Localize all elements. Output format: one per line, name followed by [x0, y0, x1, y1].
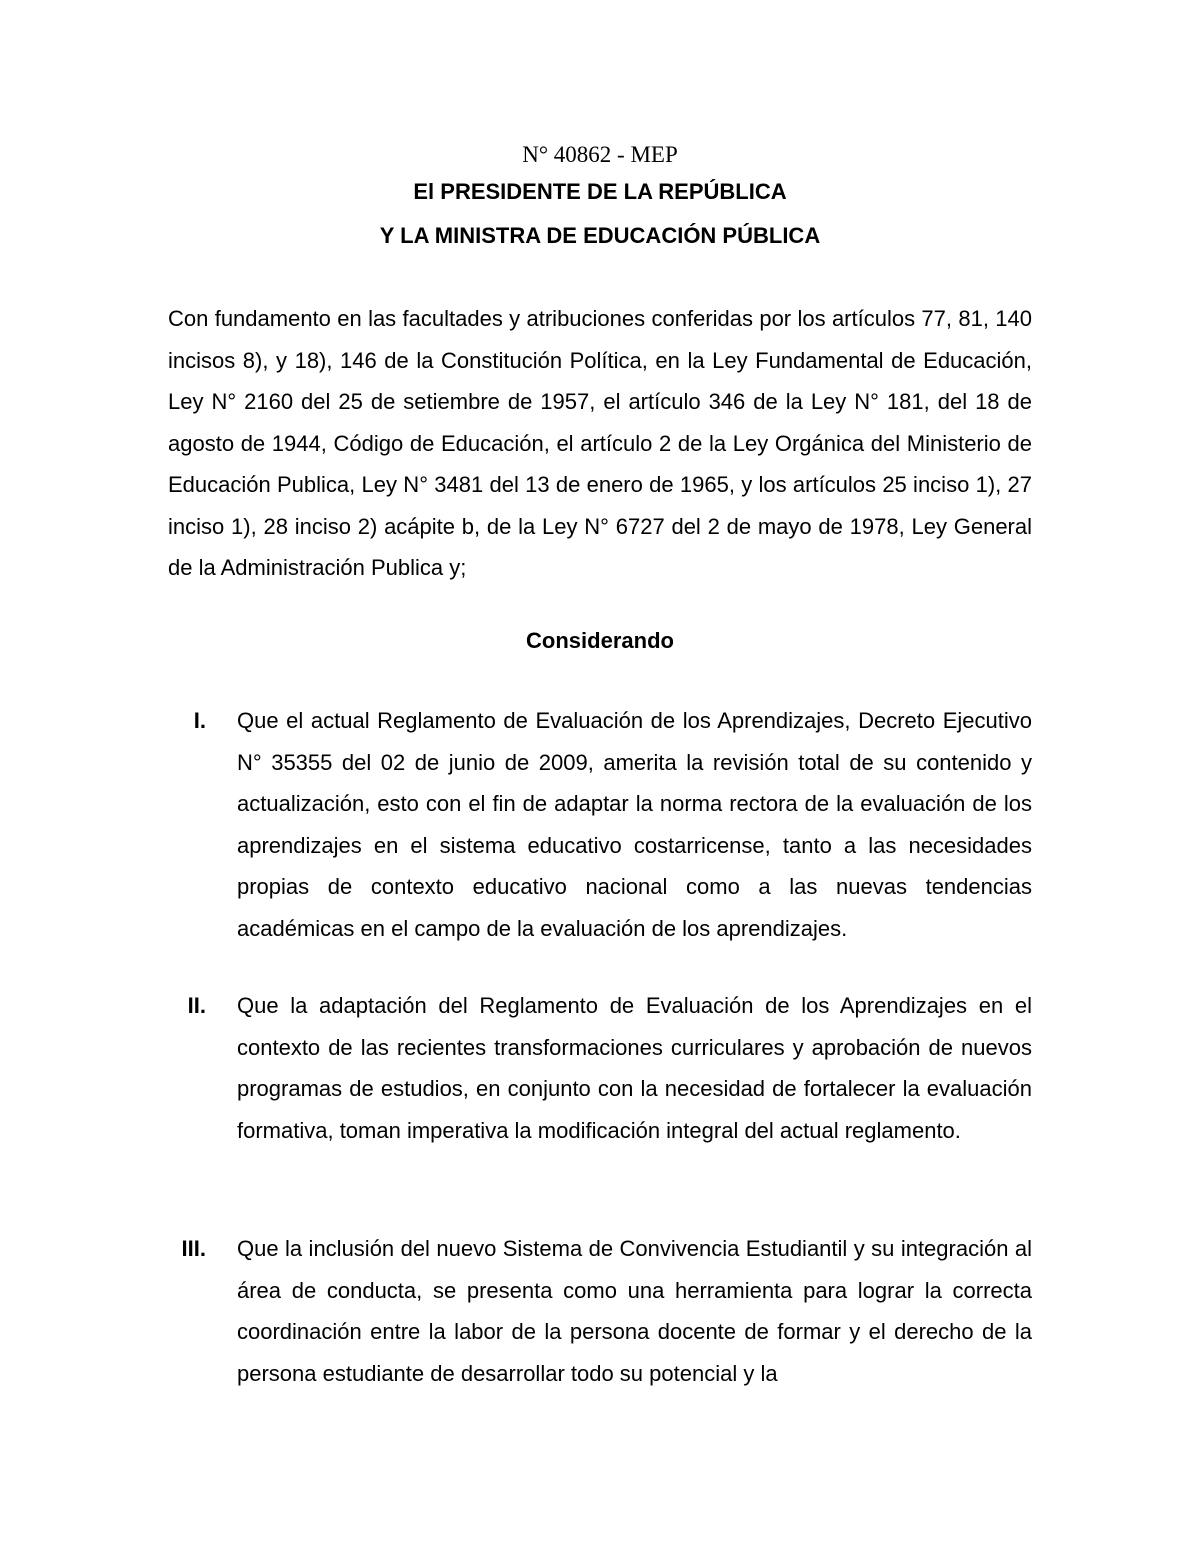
- item-number: III.: [181, 1236, 206, 1261]
- item-text: Que la adaptación del Reglamento de Evaluación de los Aprendizajes en el contexto de las recientes transformaciones curriculares y aprobación de nuevos programas de estudios, en conjunto con la necesidad de fortalecer la evaluación formativa, toman imperativa la modificación integral del actual reglamento.: [237, 993, 1032, 1143]
- item-number: I.: [193, 708, 206, 733]
- section-title-considerando: Considerando: [526, 628, 674, 653]
- item-text: Que el actual Reglamento de Evaluación de los Aprendizajes, Decreto Ejecutivo N° 35355 del 02 de junio de 2009, amerita la revisión total de su contenido y actualización, esto con el fin de adaptar la norma rectora de la evaluación de los aprendizajes en el sistema educativo costarricense, tanto a las necesidades propias de contexto educativo nacional como a las nuevas tendencias académicas en el campo de la evaluación de los aprendizajes.: [237, 708, 1032, 941]
- item-number: II.: [187, 993, 206, 1018]
- preamble-paragraph: Con fundamento en las facultades y atribuciones conferidas por los artículos 77, 81, 140 incisos 8), y 18), 146 de la Constitución Política, en la Ley Fundamental de Educación, Ley N° 2160 del 25 de setiembre de 1957, el artículo 346 de la Ley N° 181, del 18 de agosto de 1944, Código de Educación, el artículo 2 de la Ley Orgánica del Ministerio de Educación Publica, Ley N° 3481 del 13 de enero de 1965, y los artículos 25 inciso 1), 27 inciso 1), 28 inciso 2) acápite b, de la Ley N° 6727 del 2 de mayo de 1978, Ley General de la Administración Publica y;: [168, 306, 1032, 580]
- decree-number: N° 40862 - MEP: [522, 142, 678, 167]
- heading-president: El PRESIDENTE DE LA REPÚBLICA: [413, 179, 787, 204]
- item-text: Que la inclusión del nuevo Sistema de Convivencia Estudiantil y su integración al área de conducta, se presenta como una herramienta para lograr la correcta coordinación entre la labor de la persona docente de formar y el derecho de la persona estudiante de desarrollar todo su potencial y la: [237, 1236, 1032, 1386]
- heading-minister: Y LA MINISTRA DE EDUCACIÓN PÚBLICA: [379, 223, 821, 248]
